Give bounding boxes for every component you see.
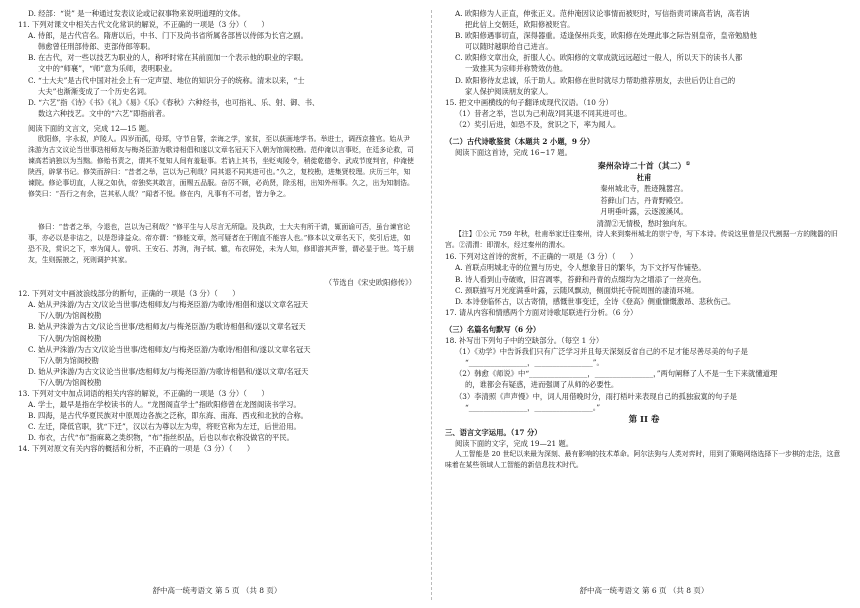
q12-option-b-cont: 下/入朝/为馆阁校勘: [38, 333, 102, 343]
q13-option-b: B. 四海，是古代华夏民族对中原周边各族之泛称，即东海、南海、西戎和北狄的合称。: [28, 411, 308, 421]
language-passage: 人工智能是 20 世纪以来最为深刻、最有影响的技术革命。阿尔法狗与人类对弈时，用到了策略网络选择下一步棋的走法，这意味着在某些领域人工智能的新信息技术时代。: [445, 449, 841, 469]
q15-part-1: （1）昔者之举，岂以为己利哉?同其退不同其进可也。: [455, 108, 632, 118]
poem-line: 苔藓山门古，丹青野殿空。: [600, 195, 688, 205]
q18-part-2: （2）韩愈《师说》中“________________，________________，”两句阐释了人不是一生下来就懂道理: [455, 369, 778, 379]
classical-passage-cont: 修曰：“昔者之举，今退也，岂以为己利哉？”修平生与人尽言无所隐。及执政，士大夫有所干请，辄面谕可否，虽台谏官论事，亦必以是非诘之，以是怨诽益众。帝亦谓：“修能文章，然可疑者在于刚直不能容人也。”修本以文章名天下，奖引后进，如恐不及，赏识之下，率为闻人。曾巩、王安石、苏洵，洵子轼、辙，布衣屏处，未为人知，修即游其声誉，谓必显于世。笃于朋友，生则振掖之，死则调护其家。: [28, 223, 414, 264]
q11-option-b-cont: 文中的“师襄”，“师”意为乐师，表明职业。: [38, 64, 177, 74]
q13-option-d: D. 布衣，古代“布”指麻葛之类织物，“布”指丝织品，后也以布衣称没做官的平民。: [28, 433, 294, 443]
q12-option-a-cont: 下/入朝/为馆阁校勘: [38, 311, 102, 321]
q18-part-1-blank: “________________，________________”。: [465, 358, 604, 368]
q14-option-d-cont: 家人保护阅读朋友的家人。: [465, 86, 553, 96]
language-intro: 阅读下面的文字，完成 19—21 题。: [455, 438, 574, 448]
left-column: [18, 0, 416, 608]
q15-part-2: （2）奖引后进，如恐不及，赏识之下，率为闻人。: [455, 119, 621, 129]
section-language-heading: 三、语言文字运用。（17 分）: [445, 427, 542, 437]
q12-option-c: C. 始从尹洙游/为古文/议论当世事/迭相师友/与梅尧臣游/为歌诗/相倡和/遂以文章名冠天: [28, 344, 311, 354]
section-dictation-heading: （三）名篇名句默写（6 分）: [445, 324, 541, 334]
q12-option-a: A. 始从尹洙游/为古文/议论当世事/迭相师友/与梅尧臣游/为歌诗/相倡和遂以文章名冠天: [28, 300, 309, 310]
q14-option-a: A. 欧阳修为人正直，伸张正义。范仲淹因议论事情而被贬时，写信指责司谏高若讷，高若讷: [455, 9, 750, 18]
q16-option-b: B. 诗人看到山寺破败，旧宫凋零，苔藓和丹青的点缀均为之增添了一丝亮色。: [455, 274, 706, 284]
q10-option-d: D. 经部：“说” 是一种通过发表议论或记叙事物来说明道理的文体。: [28, 9, 246, 18]
q11-option-a: A. 侍郎，是古代官名。隋唐以后，中书、门下及尚书省所属各部皆以侍郎为长官之副。: [28, 31, 308, 41]
q18-part-2-cont: 的，谁都会有疑惑，进而强调了从师的必要性。: [465, 380, 619, 390]
q14-stem: 14. 下列对原文有关内容的概括和分析，不正确的一项是（3 分）（ ）: [18, 444, 255, 454]
q15-stem: 15. 把文中画横线的句子翻译成现代汉语。（10 分）: [445, 97, 613, 107]
q13-option-a: A. 学士，最早是指在学校读书的人。“龙图阁直学士”指欧阳修曾在龙图阁读书学习。: [28, 400, 301, 410]
poem-line: 月明垂叶露，云逐渡溪风。: [600, 207, 688, 217]
q11-option-c: C. “士大夫”是古代中国对社会上有一定声望、地位的知识分子的统称。清末以来，“士: [28, 75, 305, 85]
poem-title-line: [445, 158, 843, 172]
q12-option-d-cont: 下/入朝/为馆阁校勘: [38, 377, 102, 387]
q11-option-d-cont: 数这六种技艺。文中的“六艺”即指前者。: [38, 108, 170, 118]
passage-source: （节选自《宋史欧阳修传》）: [324, 278, 416, 288]
column-divider: [431, 10, 432, 600]
q11-option-d: D. “六艺”指《诗》《书》《礼》《易》《乐》《春秋》六种经书，也可指礼、乐、射、御、书、: [28, 97, 320, 107]
part-2-title: 第 II 卷: [628, 414, 660, 425]
q16-stem: 16. 下列对这首诗的赏析，不正确的一项是（3 分）（ ）: [445, 252, 638, 262]
poetry-intro: 阅读下面这首诗，完成 16~17 题。: [455, 148, 572, 158]
poem-line: 清渭②无情极，愁时独向东。: [596, 218, 692, 228]
q11-option-b: B. 在古代，对一些以技艺为职业的人，称呼时常在其前面加一个表示他的职业的字眼。: [28, 53, 308, 63]
q17-stem: 17. 请从内容和情感两个方面对诗歌尾联进行分析。（6 分）: [445, 307, 638, 317]
passage-intro: 阅读下面的文言文，完成 12—15 题。: [28, 123, 154, 133]
right-column: [445, 0, 843, 608]
q12-option-b: B. 始从尹洙游为古文/议论当世事/迭相师友/与梅尧臣游/为歌诗相倡和/遂以文章名冠天: [28, 322, 306, 332]
q16-option-d: D. 本诗登临怀古，以古寄情，感慨世事变迁，全诗《登高》侧重慷慨激昂、悲秋伤己。: [455, 296, 736, 306]
q18-part-3: （3）李清照《声声慢》中，词人用借晚时分，雨打梧叶来表现自己的孤独寂寞的句子是: [455, 391, 737, 401]
q14-option-b: B. 欧阳修遇事切直，深得器重。适逢保州兵变，欧阳修在处理此事之际告别皇帝，皇帝勉励他: [455, 31, 757, 41]
q13-option-c: C. 左迁，降低官职，犹“下迁”，汉以右为尊以左为卑，将贬官称为左迁，后世沿用。: [28, 422, 301, 432]
q11-option-c-cont: 大夫”也渐渐变成了一个历史名词。: [38, 86, 152, 96]
classical-passage: 欧阳修，字永叔，庐陵人。四岁而孤，母郑，守节自誓，亲诲之学，家贫，至以荻画地学书。举进士，调西京推官。始从尹洙游为古文议论当世事迭相师友与梅尧臣游为歌诗相倡和遂以文章名冠天下入朝为馆阁校勘。范仲淹以言事贬，在廷多论救，司谏高若讷独以为当黜。修贻书责之，谓其不复知人间有羞耻事。若讷上其书，坐贬夷陵令，稍徙乾德令、武成节度判官，仲淹使陕西，辟掌书记。修笑而辞曰：“昔者之举，岂以为己利哉？同其退不同其进可也。”久之，复校勘，进集贤校理。庆历三年，知谏院。修论事切直，人视之如仇，帝独奖其敢言，面赐五品服。奋厉不顾，必尚贤，除丞相，出知外州事。久之，出为知制诰。修笑曰：“吾行之有余，岂其私人哉？”闻者不悦。修在内，凡事有不可者，皆力争之。: [28, 135, 414, 198]
q14-option-b-cont: 可以随时越职给自己进言。: [465, 42, 553, 52]
right-page-footer: 舒中高一统考语文 第 6 页 （共 8 页）: [579, 586, 709, 595]
poem-line: 秦州城北寺，胜迹隗嚣宫。: [600, 184, 688, 194]
q18-part-1: （1）《劝学》中告诉我们只有广泛学习并且每天深刻反省自己的不足才能尽善尽美的句子是: [455, 347, 748, 357]
q13-stem: 13. 下列对文中加点词语的相关内容的解说，不正确的一项是（3 分）（ ）: [18, 388, 269, 398]
left-page-footer: 舒中高一统考语文 第 5 页 （共 8 页）: [152, 586, 282, 595]
q11-stem: 11. 下列对课文中相关古代文化常识的解说，不正确的一项是（3 分）（ ）: [18, 20, 269, 30]
poem-author: 杜甫: [636, 172, 652, 182]
poem-title-note-mark: ①: [685, 161, 691, 168]
q14-option-c-cont: 一致推其为宗师并称赞效仿他。: [465, 64, 568, 74]
q18-part-3-blank: “________________，________________。”: [465, 402, 601, 412]
poem-note: 【注】①公元 759 年秋，杜甫举家迁往秦州，诗人来到秦州城北的崇宁寺，写下本诗。传说这里曾是汉代割据一方的隗嚣的旧宫。②清渭：即渭水，经过秦州的渭水。: [445, 230, 838, 250]
q12-option-d: D. 始从尹洙游/为古文议论当世事/迭相师友/与梅尧臣游/为歌诗相倡和/遂以文章/名冠天: [28, 366, 309, 376]
q16-option-c: C. 颈联描写月光度满垂叶露，云随风飘动，侧面烘托寺院周围的凄清环境。: [455, 285, 699, 295]
q12-stem: 12. 下列对文中画波浪线部分的断句，正确的一项是（3 分）（ ）: [18, 289, 240, 299]
q11-option-a-cont: 韩愈曾任刑部侍郎、吏部侍郎等职。: [38, 42, 155, 52]
q14-option-a-cont: 把此信上交朝廷，欧阳修被贬官。: [465, 20, 575, 30]
section-poetry-heading: （二）古代诗歌鉴赏（本题共 2 小题，9 分）: [445, 137, 595, 147]
q16-option-a: A. 首联点明城北寺的位置与历史，令人想象昔日的繁华，为下文抒写作铺垫。: [455, 263, 706, 273]
q12-option-c-cont: 下/入朝为馆阁校勘: [38, 355, 99, 365]
q14-option-c: C. 欧阳修文章出众，折服人心。欧阳修的文章成就远远超过一般人，所以天下的读书人都: [455, 53, 743, 63]
q18-stem: 18. 补写出下列句子中的空缺部分。（每空 1 分）: [445, 336, 604, 346]
poem-title: 秦州杂诗二十首（其二）: [597, 160, 686, 171]
q14-option-d: D. 欧阳修待友忠诚，乐于助人。欧阳修在世时就尽力帮助推荐朋友，去世后仍让自己的: [455, 75, 736, 85]
